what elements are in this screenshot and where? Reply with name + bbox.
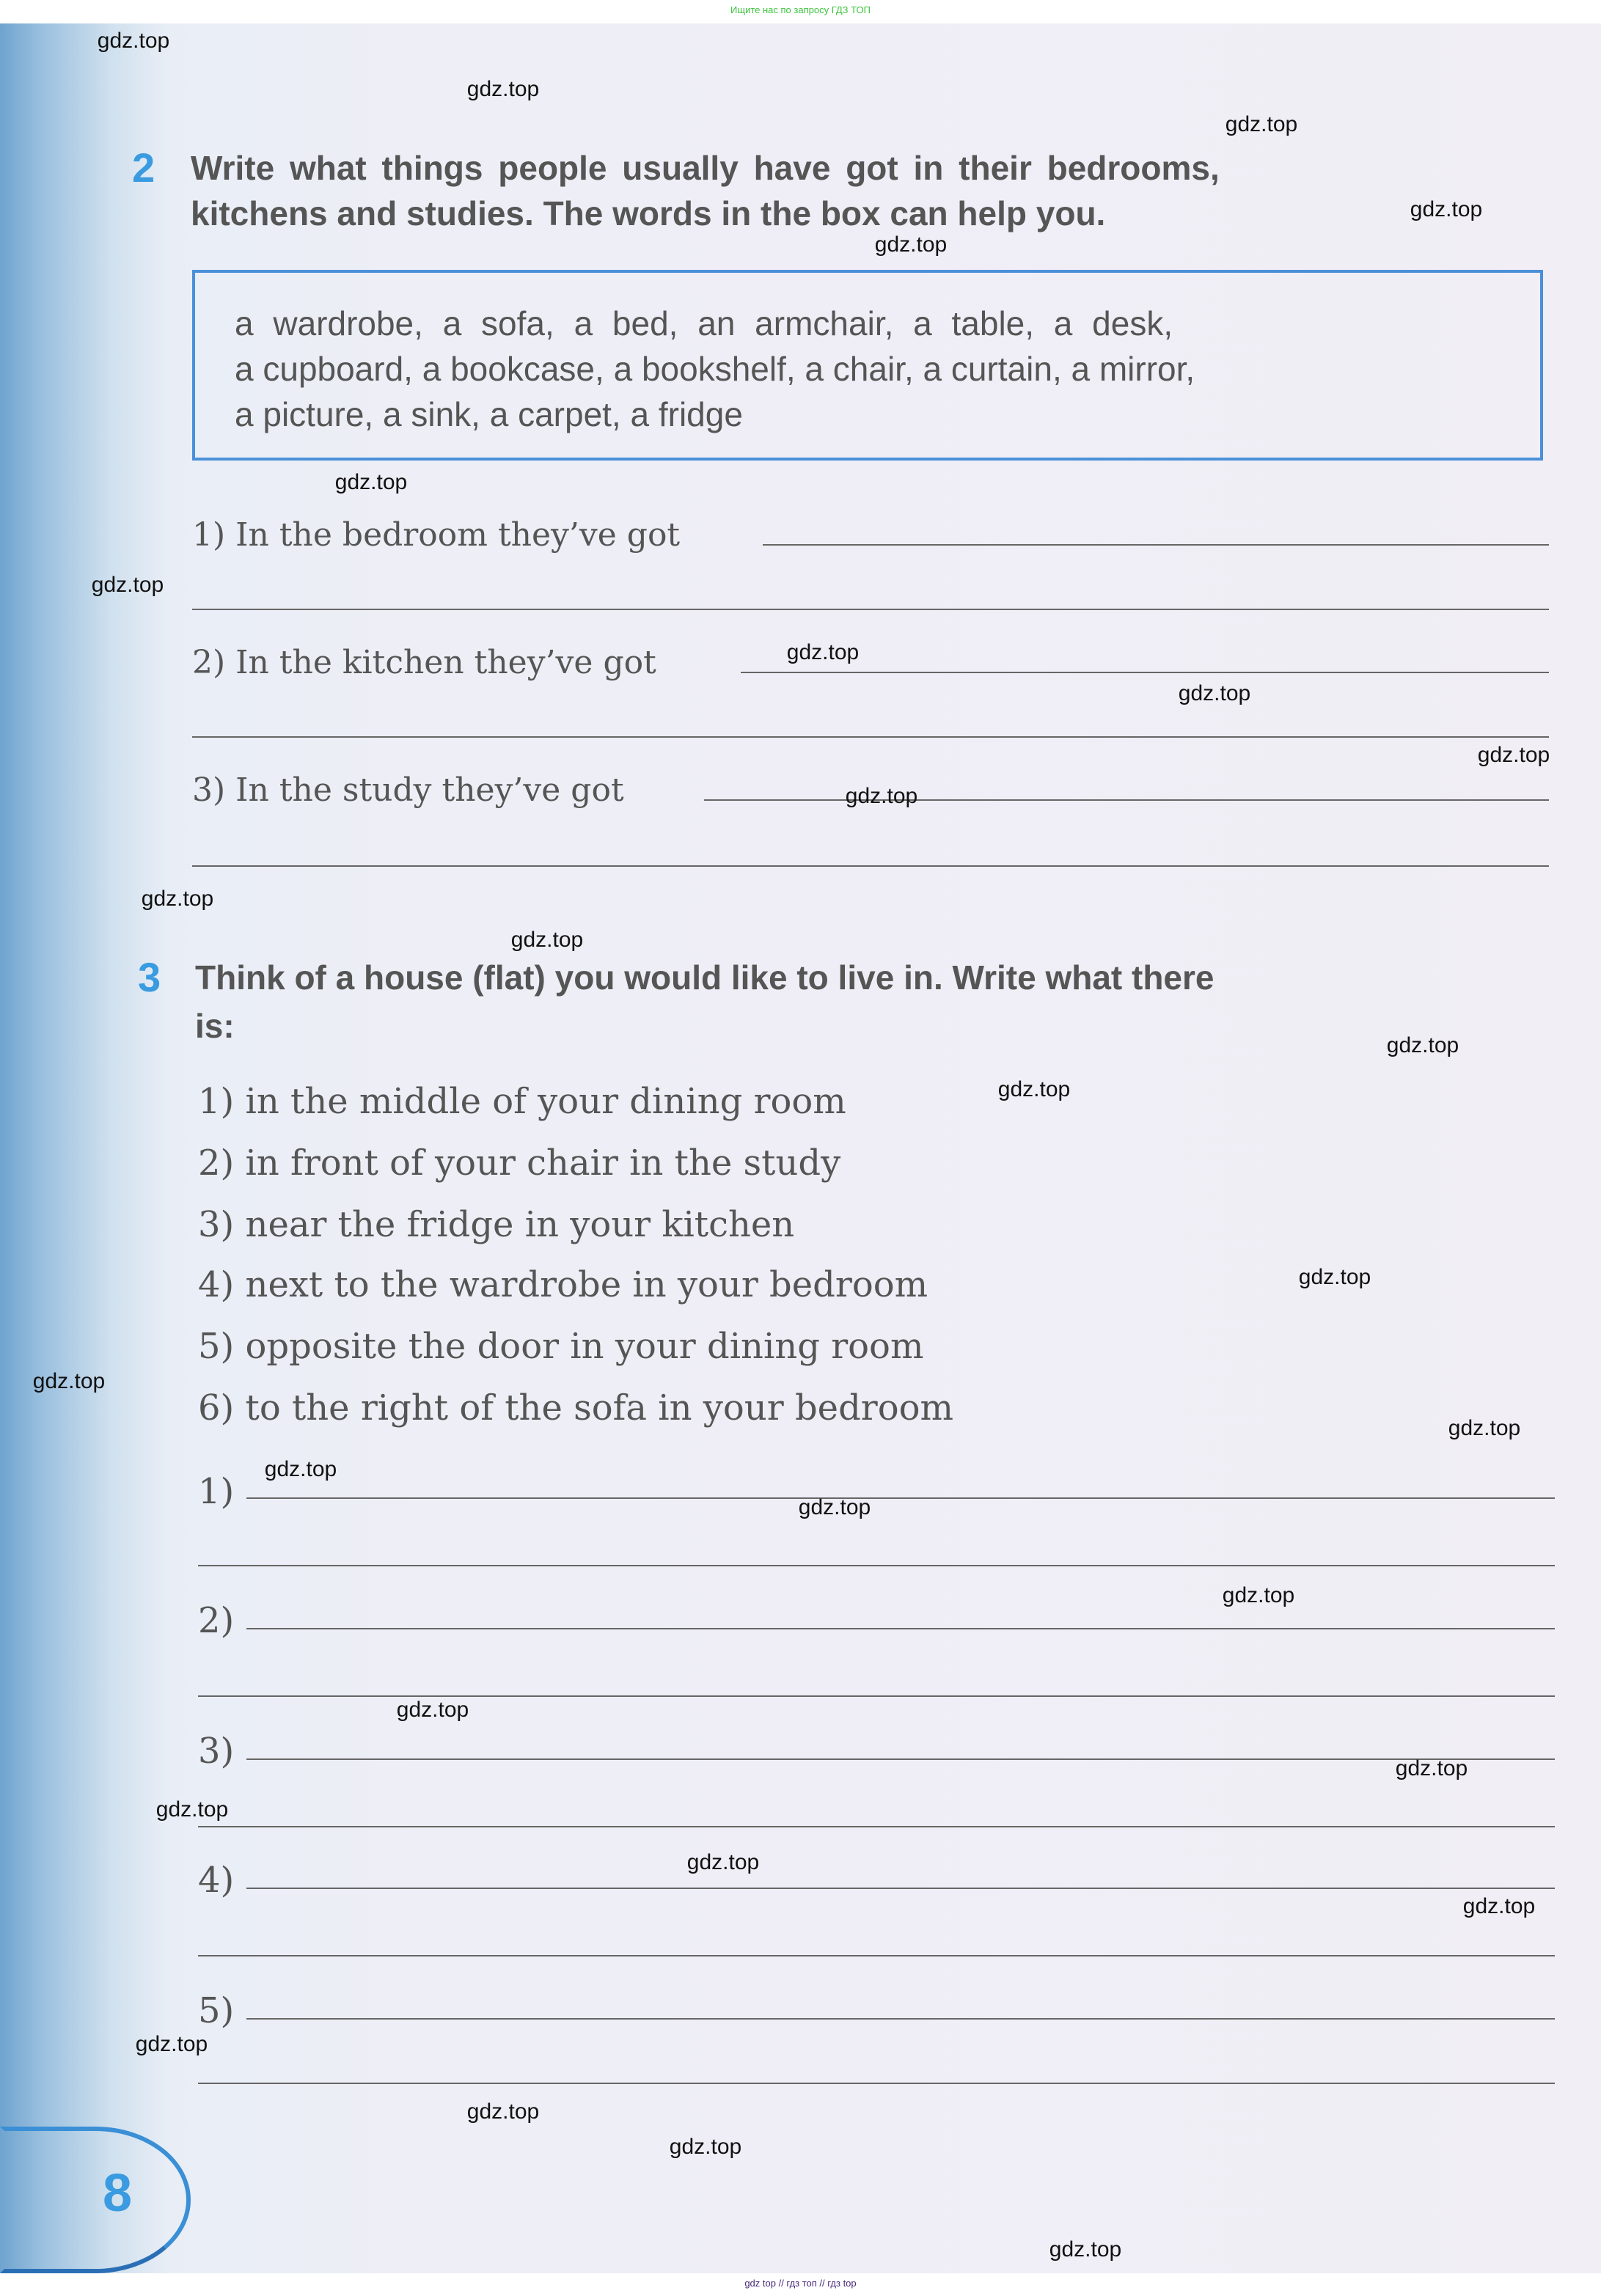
list-item: 1) in the middle of your dining room bbox=[198, 1081, 846, 1122]
answer-line[interactable] bbox=[246, 1628, 1555, 1629]
list-item: 6) to the right of the sofa in your bedroom bbox=[198, 1387, 954, 1428]
exercise-2-number: 2 bbox=[132, 144, 155, 191]
answer-line[interactable] bbox=[246, 2018, 1555, 2020]
page-number-swoosh bbox=[0, 2127, 191, 2273]
watermark: gdz.top bbox=[1462, 1894, 1536, 1918]
word-box-line: a picture, a sink, a carpet, a fridge bbox=[235, 395, 743, 433]
exercise-3-heading-line: Think of a house (flat) you would like to live in. Write what there bbox=[195, 958, 1215, 997]
answer-line-bedroom-2[interactable] bbox=[192, 609, 1549, 610]
answer-line[interactable] bbox=[198, 1955, 1555, 1956]
watermark: gdz.top bbox=[1448, 1416, 1521, 1440]
exercise-2-heading-line: kitchens and studies. The words in the box can help you. bbox=[191, 194, 1106, 232]
answer-number: 3) bbox=[198, 1731, 235, 1772]
answer-line-study[interactable] bbox=[704, 799, 1549, 801]
list-item: 3) near the fridge in your kitchen bbox=[198, 1204, 795, 1245]
watermark: gdz.top bbox=[264, 1457, 337, 1481]
answer-line[interactable] bbox=[246, 1758, 1555, 1760]
watermark: gdz.top bbox=[686, 1850, 760, 1874]
answer-line[interactable] bbox=[198, 1565, 1555, 1566]
footer-text: gdz top // гдз топ // гдз top bbox=[744, 2278, 857, 2289]
watermark: gdz.top bbox=[1049, 2237, 1122, 2262]
watermark: gdz.top bbox=[91, 573, 164, 597]
word-box-line: a cupboard, a bookcase, a bookshelf, a chair, a curtain, a mirror, bbox=[235, 350, 1195, 388]
watermark: gdz.top bbox=[334, 470, 408, 494]
search-banner: Ищите нас по запросу ГДЗ ТОП bbox=[730, 4, 871, 15]
watermark: gdz.top bbox=[396, 1698, 469, 1722]
word-box-line: a wardrobe, a sofa, a bed, an armchair, a table, a desk, bbox=[235, 304, 1173, 342]
answer-line[interactable] bbox=[246, 1888, 1555, 1889]
watermark: gdz.top bbox=[1477, 743, 1550, 767]
watermark: gdz.top bbox=[466, 77, 540, 101]
watermark: gdz.top bbox=[155, 1797, 229, 1822]
watermark: gdz.top bbox=[32, 1369, 106, 1393]
watermark: gdz.top bbox=[1298, 1265, 1371, 1289]
watermark: gdz.top bbox=[1225, 112, 1298, 136]
watermark: gdz.top bbox=[1178, 681, 1251, 705]
watermark: gdz.top bbox=[1386, 1033, 1459, 1057]
watermark: gdz.top bbox=[786, 640, 860, 664]
answer-line[interactable] bbox=[198, 1695, 1555, 1697]
exercise-2-heading-line: Write what things people usually have got in their bedrooms, bbox=[191, 149, 1220, 187]
answer-line-kitchen[interactable] bbox=[741, 672, 1549, 673]
page-number: 8 bbox=[103, 2164, 133, 2223]
answer-number: 2) bbox=[198, 1600, 235, 1641]
answer-line[interactable] bbox=[198, 2083, 1555, 2084]
watermark: gdz.top bbox=[141, 887, 214, 911]
watermark: gdz.top bbox=[1222, 1583, 1295, 1607]
answer-number: 4) bbox=[198, 1860, 235, 1901]
prompt-bedroom: 1) In the bedroom they’ve got bbox=[192, 516, 681, 554]
prompt-kitchen: 2) In the kitchen they’ve got bbox=[192, 644, 656, 681]
exercise-3-heading-line: is: bbox=[195, 1007, 235, 1045]
answer-line-study-2[interactable] bbox=[192, 865, 1549, 867]
answer-line-bedroom[interactable] bbox=[763, 544, 1549, 546]
answer-number: 1) bbox=[198, 1471, 235, 1512]
watermark: gdz.top bbox=[510, 928, 584, 952]
watermark: gdz.top bbox=[1410, 197, 1483, 221]
watermark: gdz.top bbox=[997, 1077, 1071, 1101]
answer-line[interactable] bbox=[198, 1826, 1555, 1827]
list-item: 5) opposite the door in your dining room bbox=[198, 1326, 924, 1367]
answer-number: 5) bbox=[198, 1990, 235, 2031]
exercise-3-number: 3 bbox=[138, 954, 161, 1000]
answer-line-kitchen-2[interactable] bbox=[192, 736, 1549, 738]
list-item: 4) next to the wardrobe in your bedroom bbox=[198, 1264, 928, 1305]
watermark: gdz.top bbox=[466, 2099, 540, 2124]
prompt-study: 3) In the study they’ve got bbox=[192, 771, 624, 809]
answer-line[interactable] bbox=[246, 1497, 1555, 1499]
watermark: gdz.top bbox=[874, 232, 948, 257]
watermark: gdz.top bbox=[135, 2032, 208, 2056]
watermark: gdz.top bbox=[1395, 1756, 1468, 1780]
watermark: gdz.top bbox=[97, 29, 170, 53]
list-item: 2) in front of your chair in the study bbox=[198, 1143, 841, 1184]
watermark: gdz.top bbox=[798, 1495, 871, 1519]
watermark: gdz.top bbox=[845, 784, 918, 808]
watermark: gdz.top bbox=[669, 2135, 742, 2159]
